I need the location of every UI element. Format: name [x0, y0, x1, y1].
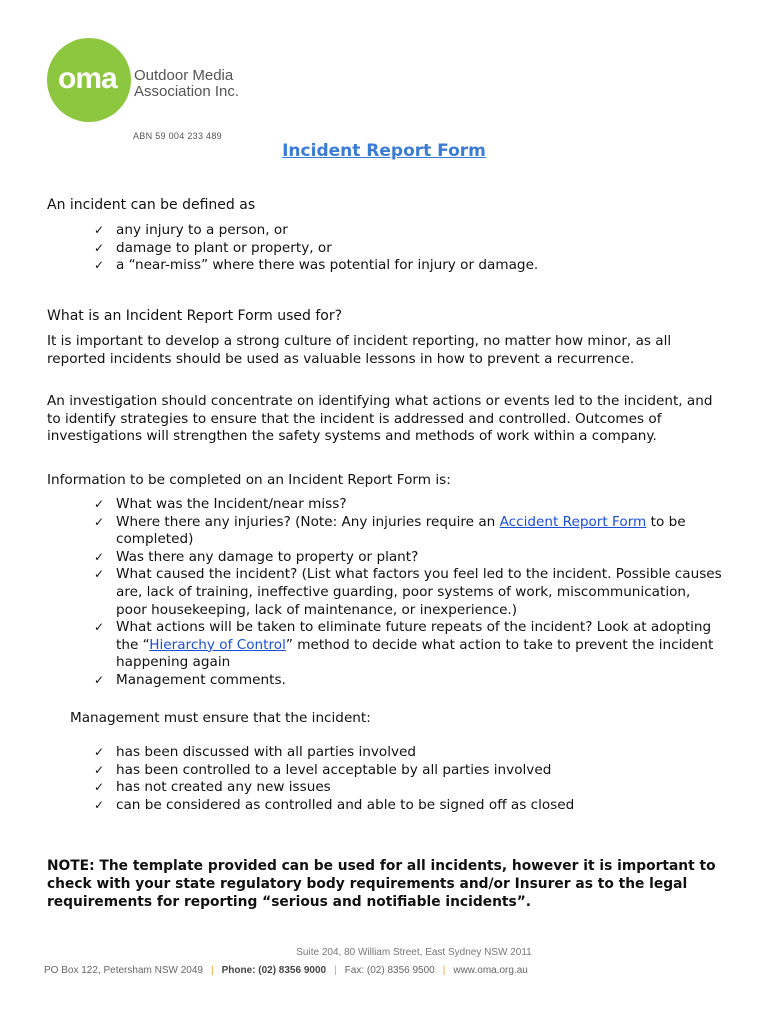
- abn-number: ABN 59 004 233 489: [133, 131, 222, 141]
- accident-report-form-link[interactable]: Accident Report Form: [499, 513, 647, 530]
- check-icon: ✓: [94, 762, 105, 777]
- check-icon: ✓: [94, 797, 105, 812]
- oma-logo-mark: oma: [58, 62, 117, 95]
- check-icon: ✓: [94, 745, 105, 759]
- usage-paragraph-3: Information to be completed on an Incident Report Form is:: [47, 472, 451, 488]
- list-item: ✓ has been discussed with all parties involved: [94, 744, 417, 760]
- footer-address: Suite 204, 80 William Street, East Sydney NSW 2011: [296, 947, 532, 958]
- check-icon: ✓: [94, 514, 105, 529]
- list-item: ✓ Management comments.: [94, 671, 286, 688]
- note-paragraph: NOTE: The template provided can be used for all incidents, however it is important to check with your state regulatory body requirements and/or Insurer as to the legal requirements for reporting “serious and notifiable incidents”.: [47, 858, 716, 910]
- usage-paragraph-1: It is important to develop a strong culture of incident reporting, no matter how minor, as all reported incidents should be used as valuable lessons in how to prevent a recurrence.: [47, 333, 672, 367]
- check-icon: ✓: [94, 567, 105, 582]
- footer-separator: |: [442, 965, 446, 976]
- logo-text-line1: Outdoor Media: [134, 67, 234, 84]
- check-icon: ✓: [94, 780, 105, 795]
- hierarchy-of-control-link[interactable]: Hierarchy of Control: [149, 636, 286, 653]
- footer-phone: Phone: (02) 8356 9000: [221, 965, 327, 976]
- list-item: ✓ can be considered as controlled and able to be signed off as closed: [94, 796, 575, 813]
- list-item: ✓ Where there any injuries? (Note: Any injuries require an Accident Report Form to be completed): [94, 513, 686, 548]
- management-list: [94, 744, 724, 814]
- footer-separator: |: [334, 965, 337, 976]
- info-list: [94, 496, 724, 690]
- footer-fax: Fax: (02) 8356 9500: [344, 965, 435, 976]
- usage-paragraph-2: An investigation should concentrate on identifying what actions or events led to the incident, and to identify strategies to ensure that the incident is addressed and controlled. Outcomes of investigations will strengthen the safety systems and methods of work within a company.: [47, 393, 713, 444]
- check-icon: ✓: [94, 549, 105, 564]
- check-icon: ✓: [94, 672, 105, 687]
- definition-heading: An incident can be defined as: [47, 197, 256, 213]
- list-item: ✓ Was there any damage to property or plant?: [94, 548, 419, 565]
- page-title: Incident Report Form: [282, 141, 486, 161]
- logo-text-line2: Association Inc.: [134, 83, 240, 100]
- list-item: ✓ What was the Incident/near miss?: [94, 496, 347, 512]
- check-icon: ✓: [94, 620, 105, 635]
- footer-separator: |: [210, 965, 214, 976]
- list-item: ✓ a “near-miss” where there was potential for injury or damage.: [94, 257, 539, 274]
- check-icon: ✓: [94, 240, 105, 255]
- check-icon: ✓: [94, 258, 105, 273]
- footer-contacts: [44, 965, 528, 976]
- logo-org-name: [134, 68, 239, 100]
- list-item: ✓ What actions will be taken to eliminate future repeats of the incident? Look at adopting the “Hierarchy of Control” method to decide what action to take to prevent the incident happening again: [94, 619, 714, 671]
- footer-web-link[interactable]: www.oma.org.au: [453, 965, 528, 976]
- check-icon: ✓: [94, 223, 105, 237]
- list-item: ✓ damage to plant or property, or: [94, 239, 332, 256]
- footer-po-box: PO Box 122, Petersham NSW 2049: [44, 965, 203, 976]
- usage-heading: What is an Incident Report Form used for?: [47, 308, 343, 324]
- definition-list: [94, 222, 734, 275]
- list-item: ✓ has been controlled to a level acceptable by all parties involved: [94, 761, 552, 778]
- list-item: ✓ What caused the incident? (List what factors you feel led to the incident. Possible causes are, lack of training, ineffective guarding, poor systems of work, miscommunication, poor housekeeping, lack of maintenance, or inexperience.): [94, 566, 722, 618]
- check-icon: ✓: [94, 497, 105, 511]
- list-item: ✓ has not created any new issues: [94, 779, 331, 796]
- list-item: ✓ any injury to a person, or: [94, 222, 288, 238]
- management-intro: Management must ensure that the incident:: [70, 710, 371, 726]
